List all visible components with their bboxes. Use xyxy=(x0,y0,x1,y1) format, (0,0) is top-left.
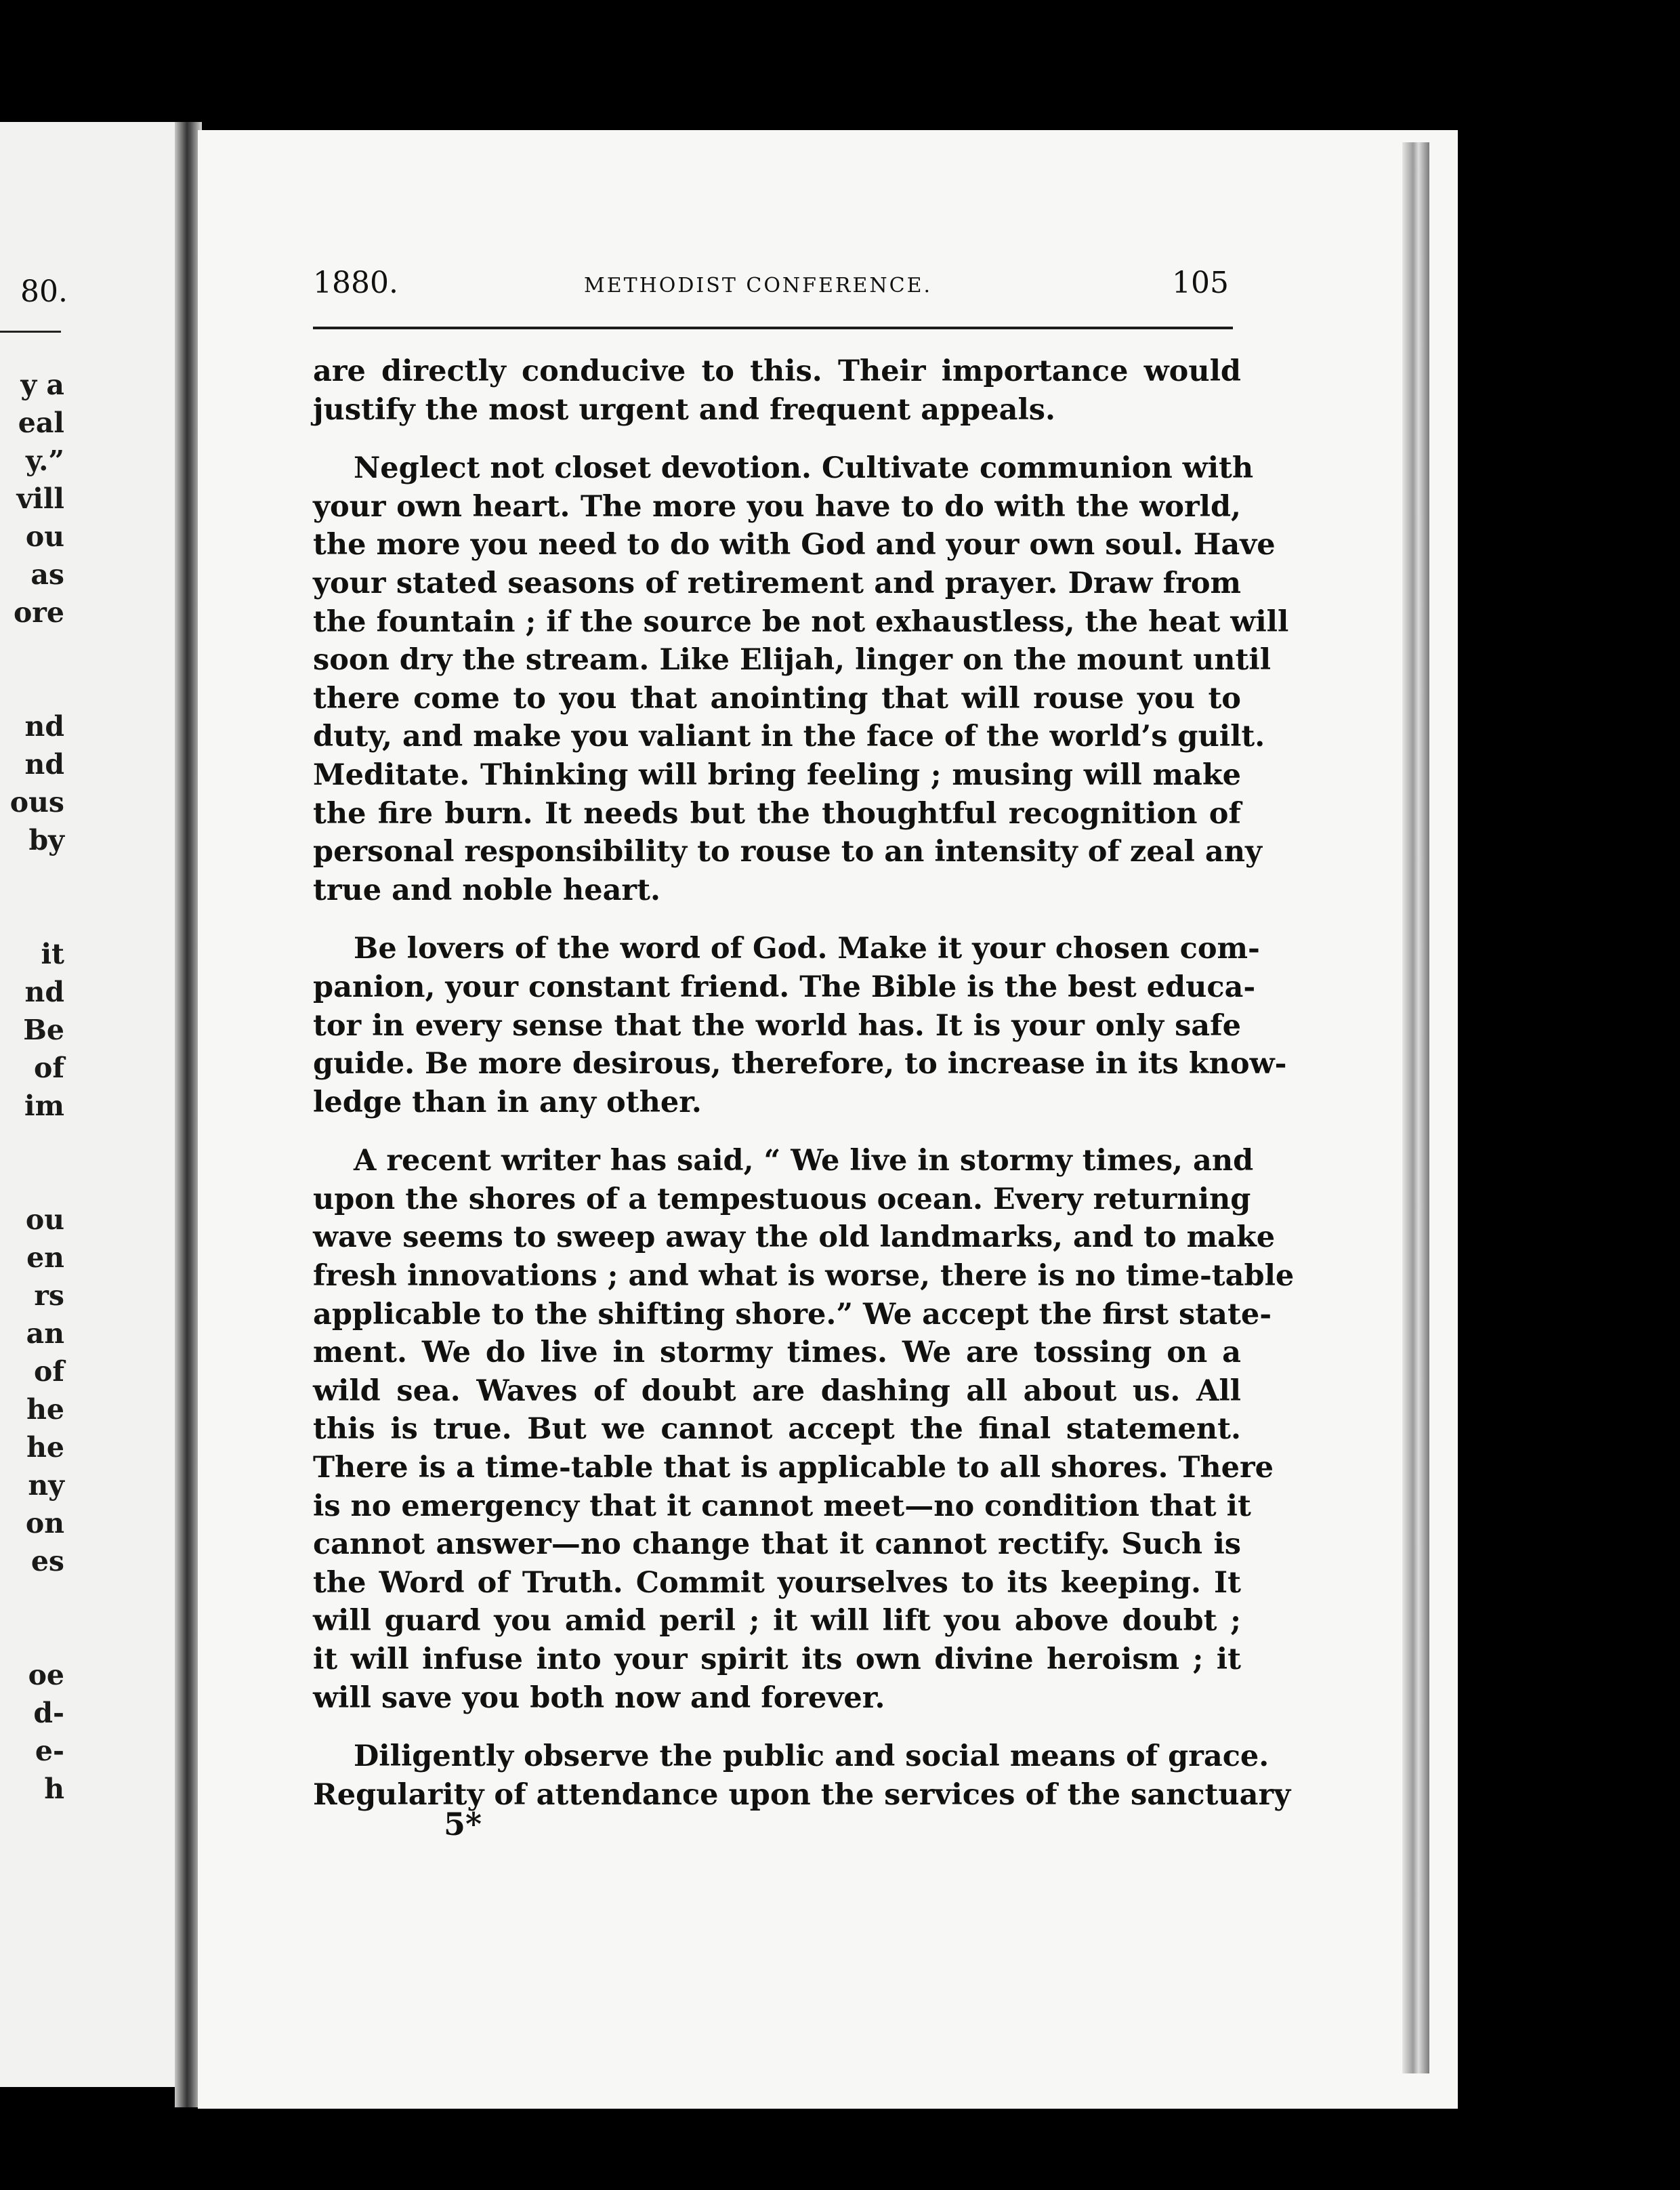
text-line: ledge than in any other. xyxy=(313,1085,702,1119)
facing-page xyxy=(0,122,190,2087)
text-line: true and noble heart. xyxy=(313,873,660,907)
text-line: Neglect not closet devotion. Cultivate communion with xyxy=(354,451,1254,486)
facing-page-line: he xyxy=(26,1431,64,1464)
facing-page-line: oe xyxy=(28,1659,64,1691)
facing-page-line: ous xyxy=(9,786,64,819)
body-text xyxy=(313,352,1295,1834)
facing-page-line: on xyxy=(25,1507,64,1540)
facing-page-line: ou xyxy=(25,520,64,553)
facing-page-line: h xyxy=(44,1773,64,1805)
text-line: the fountain ; if the source be not exhaustless, the heat will xyxy=(313,604,1289,639)
text-line: ment. We do live in stormy times. We are tossing on a xyxy=(313,1336,1241,1370)
text-line: soon dry the stream. Like Elijah, linger on the mount until xyxy=(313,643,1272,678)
text-line: is no emergency that it cannot meet—no condition that it xyxy=(313,1489,1251,1523)
header-year: 1880. xyxy=(313,266,398,300)
facing-page-text xyxy=(10,366,64,1808)
facing-page-line: e- xyxy=(35,1735,64,1767)
text-line: your own heart. The more you have to do with the world, xyxy=(313,489,1241,524)
text-line: There is a time-table that is applicable to all shores. There xyxy=(313,1451,1274,1485)
text-line: Meditate. Thinking will bring feeling ; musing will make xyxy=(313,758,1241,792)
facing-page-line: en xyxy=(26,1241,64,1274)
text-line: guide. Be more desirous, therefore, to increase in its know- xyxy=(313,1047,1287,1081)
page-edge xyxy=(1402,142,1429,2073)
text-line: will save you both now and forever. xyxy=(313,1680,885,1715)
facing-page-line: he xyxy=(26,1393,64,1426)
facing-page-line xyxy=(10,859,64,897)
paragraph xyxy=(313,1737,1291,1814)
text-line: panion, your constant friend. The Bible is the best educa- xyxy=(313,970,1256,1004)
facing-page-line: an xyxy=(26,1317,64,1350)
facing-page-line xyxy=(10,897,64,935)
facing-page-line xyxy=(10,1580,64,1618)
text-line: are directly conducive to this. Their importance would xyxy=(313,354,1241,388)
text-line: there come to you that anointing that will rouse you to xyxy=(313,681,1241,716)
text-line: personal responsibility to rouse to an intensity of zeal any xyxy=(313,835,1262,869)
paragraph xyxy=(313,352,1241,429)
facing-page-line: nd xyxy=(24,748,64,781)
facing-page-line: by xyxy=(28,824,64,856)
facing-page-line xyxy=(10,669,64,707)
signature-mark: 5* xyxy=(444,1806,482,1842)
facing-page-line: eal xyxy=(18,407,64,439)
text-line: Regularity of attendance upon the services of the sanctuary xyxy=(313,1777,1291,1812)
paragraph xyxy=(313,930,1287,1121)
text-line: A recent writer has said, “ We live in stormy times, and xyxy=(354,1144,1254,1178)
text-line: wild sea. Waves of doubt are dashing all about us. All xyxy=(313,1373,1241,1408)
facing-page-line xyxy=(10,1618,64,1656)
facing-page-line: it xyxy=(41,938,64,970)
text-line: will guard you amid peril ; it will lift you above doubt ; xyxy=(313,1604,1241,1638)
facing-page-line: vill xyxy=(16,482,64,515)
facing-page-line: ou xyxy=(25,1203,64,1236)
facing-page-line: y.” xyxy=(26,445,64,477)
text-line: it will infuse into your spirit its own divine heroism ; it xyxy=(313,1642,1241,1676)
facing-page-line: d- xyxy=(33,1697,64,1729)
facing-page-line: nd xyxy=(24,976,64,1008)
text-line: cannot answer—no change that it cannot rectify. Such is xyxy=(313,1527,1241,1562)
facing-page-line: ny xyxy=(28,1469,64,1502)
facing-page-line: nd xyxy=(24,710,64,743)
facing-page-line xyxy=(10,1125,64,1163)
facing-page-number: 80. xyxy=(20,274,68,309)
text-line: wave seems to sweep away the old landmarks, and to make xyxy=(313,1220,1276,1255)
text-line: upon the shores of a tempestuous ocean. Every returning xyxy=(313,1182,1251,1216)
text-line: justify the most urgent and frequent appeals. xyxy=(313,392,1055,427)
facing-page-line: im xyxy=(24,1090,64,1122)
text-line: Diligently observe the public and social means of grace. xyxy=(354,1739,1269,1774)
facing-page-line: as xyxy=(30,558,64,591)
facing-page-line: Be xyxy=(23,1014,64,1046)
text-line: this is true. But we cannot accept the final statement. xyxy=(313,1412,1241,1447)
facing-page-line: ore xyxy=(13,596,64,629)
running-header xyxy=(313,266,1229,313)
facing-page-line xyxy=(10,1163,64,1201)
header-title: METHODIST CONFERENCE. xyxy=(584,274,933,297)
header-rule xyxy=(313,327,1233,329)
facing-page-line: of xyxy=(34,1355,64,1388)
paragraph xyxy=(313,1142,1295,1717)
text-line: the more you need to do with God and your own soul. Have xyxy=(313,528,1276,562)
facing-page-line: of xyxy=(34,1052,64,1084)
facing-page-line xyxy=(10,632,64,669)
facing-page-line: y a xyxy=(20,369,64,401)
text-line: the Word of Truth. Commit yourselves to its keeping. It xyxy=(313,1565,1241,1600)
page-number: 105 xyxy=(1172,266,1229,300)
text-line: your stated seasons of retirement and prayer. Draw from xyxy=(313,566,1241,600)
facing-page-line: rs xyxy=(34,1279,64,1312)
text-line: applicable to the shifting shore.” We accept the first state- xyxy=(313,1297,1272,1331)
paragraph xyxy=(313,449,1289,909)
facing-page-rule xyxy=(0,331,61,333)
text-line: tor in every sense that the world has. It is your only safe xyxy=(313,1008,1241,1043)
facing-page-line: es xyxy=(30,1545,64,1577)
text-line: Be lovers of the word of God. Make it your chosen com- xyxy=(354,932,1260,966)
text-line: the fire burn. It needs but the thoughtful recognition of xyxy=(313,796,1241,831)
text-line: duty, and make you valiant in the face of the world’s guilt. xyxy=(313,720,1265,754)
text-line: fresh innovations ; and what is worse, there is no time-table xyxy=(313,1259,1295,1294)
